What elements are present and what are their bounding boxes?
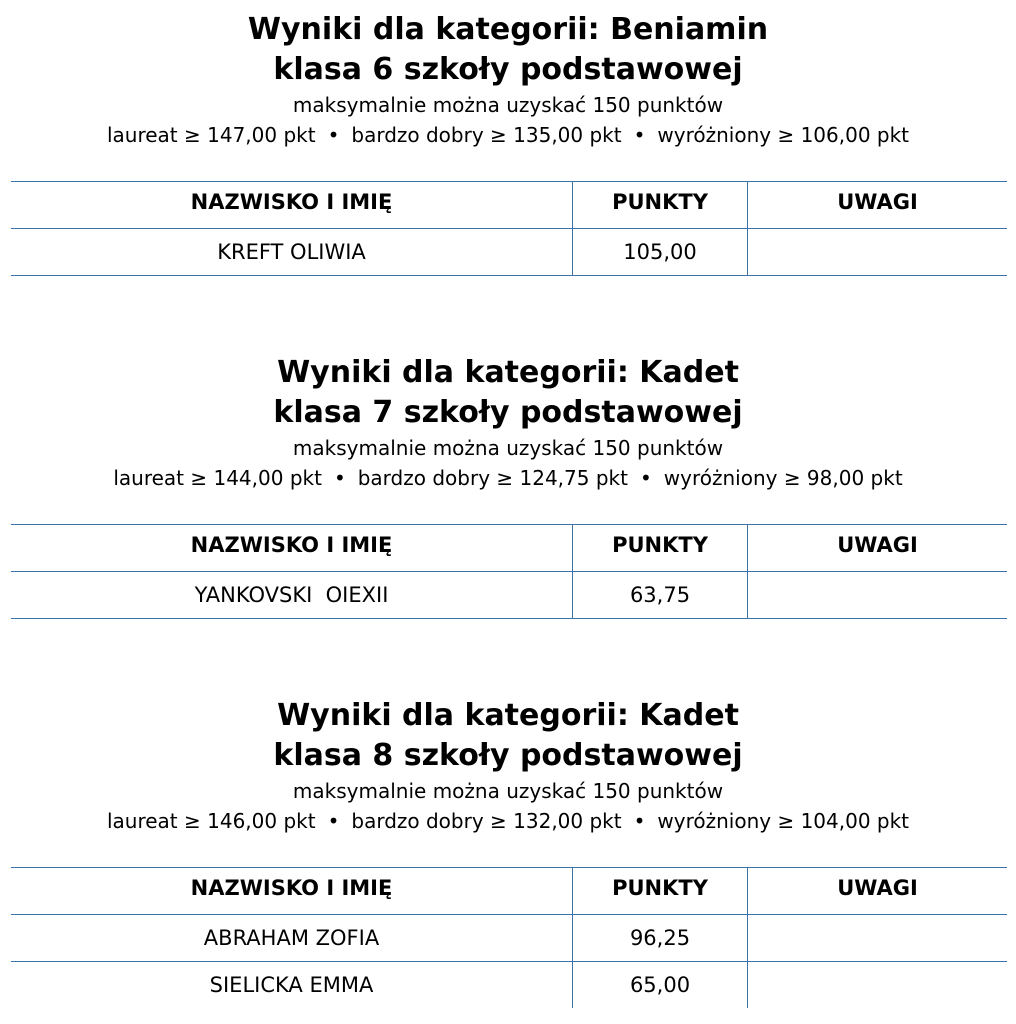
wyrozniony-threshold: wyróżniony ≥ 104,00 pkt xyxy=(657,809,910,833)
student-points: 96,25 xyxy=(573,915,748,962)
separator-dot: • xyxy=(333,466,346,490)
student-notes xyxy=(748,915,1008,962)
wyrozniony-threshold: wyróżniony ≥ 106,00 pkt xyxy=(657,123,910,147)
results-table-kadet-7 xyxy=(11,524,1007,619)
thresholds-line xyxy=(0,806,1016,836)
student-points: 63,75 xyxy=(573,572,748,619)
header-notes: UWAGI xyxy=(748,525,1008,572)
table-row xyxy=(11,915,1007,962)
laureat-threshold: laureat ≥ 144,00 pkt xyxy=(113,466,322,490)
header-name: NAZWISKO I IMIĘ xyxy=(11,868,573,915)
header-notes: UWAGI xyxy=(748,182,1008,229)
table-row xyxy=(11,962,1007,1009)
max-points-note: maksymalnie można uzyskać 150 punktów xyxy=(292,436,724,460)
bardzo-dobry-threshold: bardzo dobry ≥ 135,00 pkt xyxy=(351,123,622,147)
thresholds-line xyxy=(0,463,1016,493)
table-row xyxy=(11,572,1007,619)
bardzo-dobry-threshold: bardzo dobry ≥ 132,00 pkt xyxy=(351,809,622,833)
header-notes: UWAGI xyxy=(748,868,1008,915)
student-name: SIELICKA EMMA xyxy=(11,962,573,1009)
thresholds-line xyxy=(0,120,1016,150)
bardzo-dobry-threshold: bardzo dobry ≥ 124,75 pkt xyxy=(357,466,628,490)
table-header-row xyxy=(11,182,1007,229)
student-name: YANKOVSKI OIEXII xyxy=(11,572,573,619)
results-table-beniamin-6 xyxy=(11,181,1007,276)
max-points-note: maksymalnie można uzyskać 150 punktów xyxy=(292,779,724,803)
class-title: klasa 7 szkoły podstawowej xyxy=(273,395,743,430)
header-points: PUNKTY xyxy=(573,868,748,915)
separator-dot: • xyxy=(327,123,340,147)
wyrozniony-threshold: wyróżniony ≥ 98,00 pkt xyxy=(663,466,903,490)
separator-dot: • xyxy=(633,123,646,147)
table-header-row xyxy=(11,868,1007,915)
category-title: Wyniki dla kategorii: Beniamin xyxy=(247,12,769,47)
category-section-beniamin-6 xyxy=(0,10,1016,150)
results-table-kadet-8 xyxy=(11,867,1007,1008)
separator-dot: • xyxy=(639,466,652,490)
header-points: PUNKTY xyxy=(573,182,748,229)
category-section-kadet-7 xyxy=(0,353,1016,493)
header-points: PUNKTY xyxy=(573,525,748,572)
laureat-threshold: laureat ≥ 146,00 pkt xyxy=(106,809,316,833)
max-points-note: maksymalnie można uzyskać 150 punktów xyxy=(292,93,724,117)
student-notes xyxy=(748,962,1008,1009)
category-title: Wyniki dla kategorii: Kadet xyxy=(277,355,739,390)
category-section-kadet-8 xyxy=(0,696,1016,836)
class-title: klasa 8 szkoły podstawowej xyxy=(273,738,743,773)
laureat-threshold: laureat ≥ 147,00 pkt xyxy=(106,123,316,147)
student-name: KREFT OLIWIA xyxy=(11,229,573,276)
class-title: klasa 6 szkoły podstawowej xyxy=(273,52,743,87)
student-points: 65,00 xyxy=(573,962,748,1009)
student-notes xyxy=(748,229,1008,276)
category-title: Wyniki dla kategorii: Kadet xyxy=(277,698,739,733)
separator-dot: • xyxy=(633,809,646,833)
header-name: NAZWISKO I IMIĘ xyxy=(11,182,573,229)
student-notes xyxy=(748,572,1008,619)
student-points: 105,00 xyxy=(573,229,748,276)
table-row xyxy=(11,229,1007,276)
header-name: NAZWISKO I IMIĘ xyxy=(11,525,573,572)
table-header-row xyxy=(11,525,1007,572)
student-name: ABRAHAM ZOFIA xyxy=(11,915,573,962)
separator-dot: • xyxy=(327,809,340,833)
